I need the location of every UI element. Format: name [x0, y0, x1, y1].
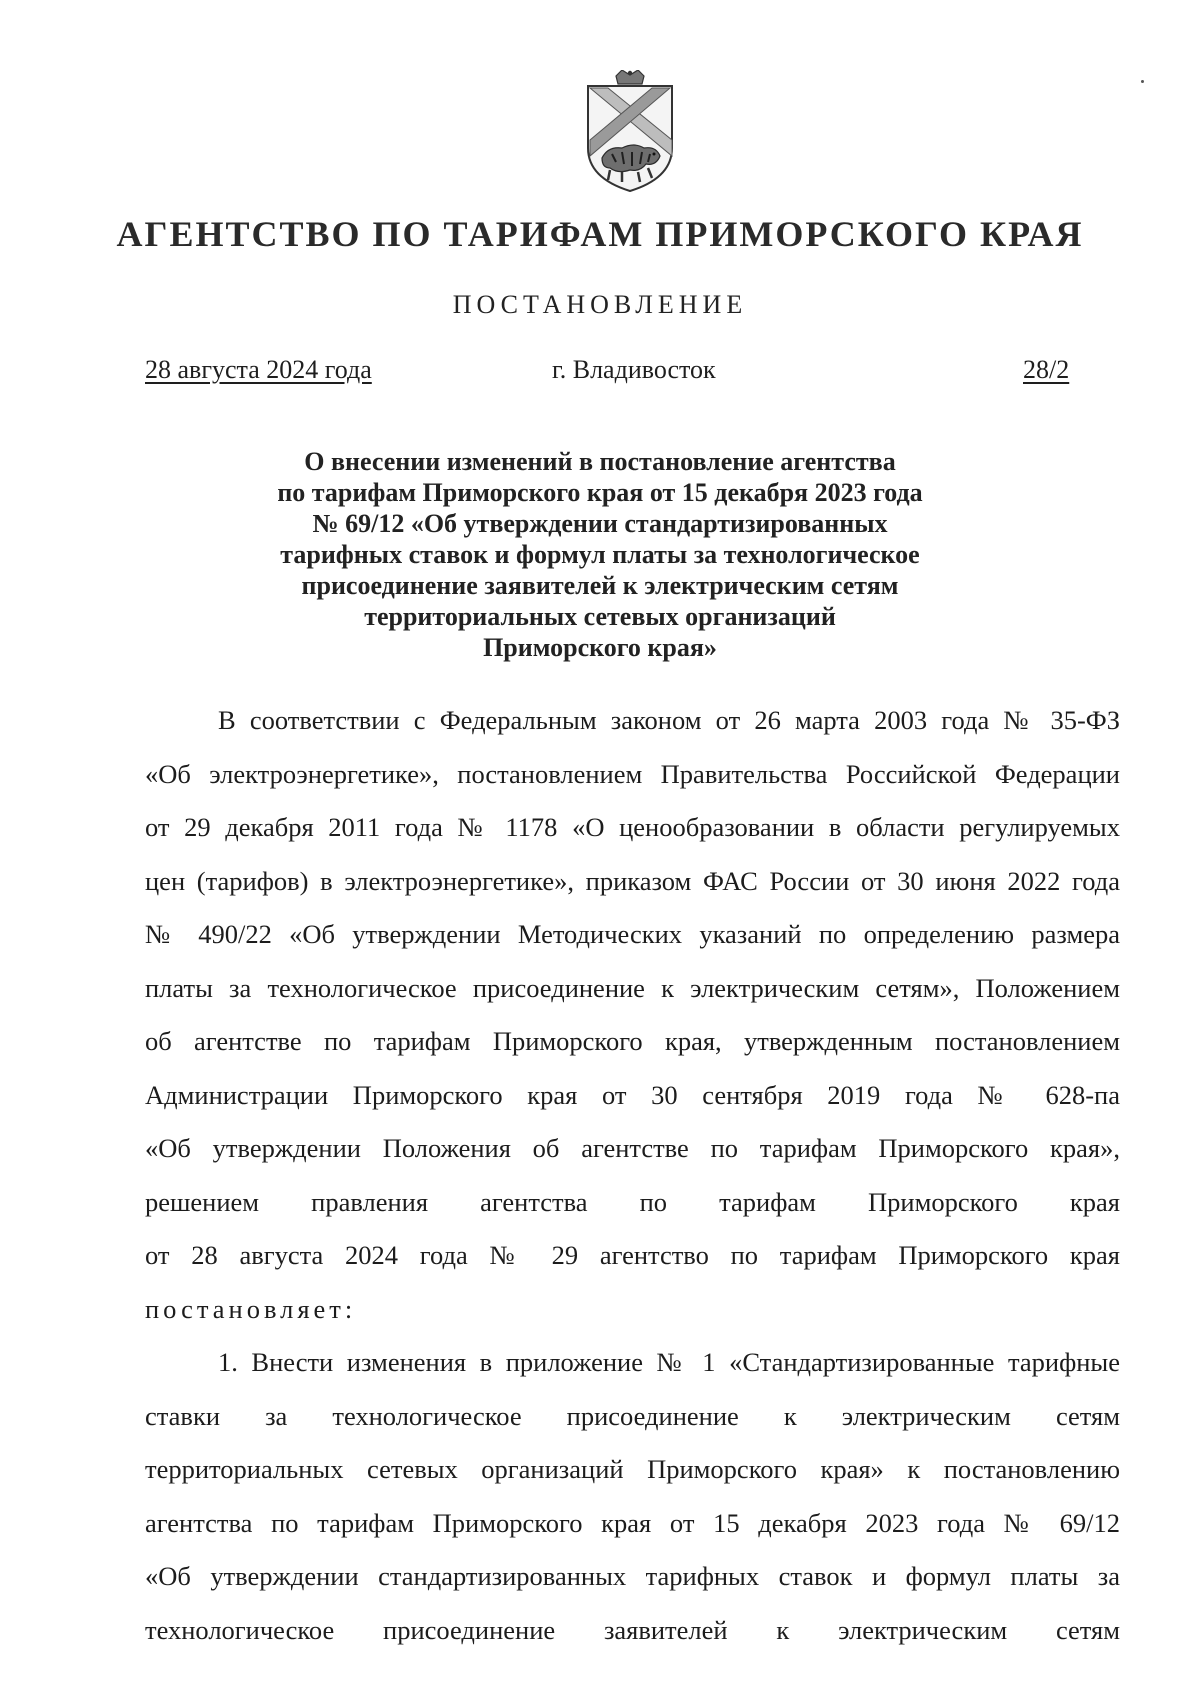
body-line: решением правления агентства по тарифам Приморского края [145, 1186, 1120, 1217]
resolution-word: постановляет: [145, 1293, 357, 1324]
body-line: В соответствии с Федеральным законом от 26 марта 2003 года № 35-ФЗ [218, 705, 1120, 735]
body-line: от 28 августа 2024 года № 29 агентство по тарифам Приморского края [145, 1240, 1120, 1270]
title-line: Приморского края» [483, 633, 717, 662]
body-line: территориальных сетевых организаций Приморского края» к постановлению [145, 1454, 1120, 1484]
document-number: 28/2 [1023, 355, 1070, 384]
title-line: тарифных ставок и формул платы за технологическое [280, 540, 920, 569]
title-line: О внесении изменений в постановление агентства [304, 447, 896, 476]
body-line: 1. Внести изменения в приложение № 1 «Стандартизированные тарифные [218, 1347, 1120, 1377]
document-title [200, 446, 1000, 663]
scan-speck [1141, 80, 1144, 83]
document-city: г. Владивосток [552, 355, 716, 384]
title-line: по тарифам Приморского края от 15 декабря 2023 года [277, 478, 923, 507]
body-line: от 29 декабря 2011 года № 1178 «О ценообразовании в области регулируемых [145, 812, 1120, 842]
body-line: «Об утверждении стандартизированных тарифных ставок и формул платы за [145, 1561, 1120, 1591]
document-type: ПОСТАНОВЛЕНИЕ [452, 290, 748, 319]
body-line: технологическое присоединение заявителей к электрическим сетям [145, 1614, 1120, 1645]
title-line: территориальных сетевых организаций [364, 602, 836, 631]
body-line: цен (тарифов) в электроэнергетике», приказом ФАС России от 30 июня 2022 года [145, 865, 1120, 896]
body-line: ставки за технологическое присоединение к электрическим сетям [145, 1400, 1120, 1431]
body-line: агентства по тарифам Приморского края от 15 декабря 2023 года № 69/12 [145, 1507, 1120, 1538]
body-line: № 490/22 «Об утверждении Методических указаний по определению размера [145, 919, 1120, 949]
title-line: № 69/12 «Об утверждении стандартизированных [312, 509, 888, 538]
body-line: Администрации Приморского края от 30 сентября 2019 года № 628-па [145, 1079, 1120, 1110]
title-line: присоединение заявителей к электрическим сетям [301, 571, 899, 600]
body-line: «Об утверждении Положения об агентстве по тарифам Приморского края», [145, 1133, 1120, 1163]
document-date: 28 августа 2024 года [145, 355, 372, 384]
coat-of-arms-icon [582, 70, 678, 192]
body-line: «Об электроэнергетике», постановлением Правительства Российской Федерации [145, 758, 1120, 789]
body-line: об агентстве по тарифам Приморского края, утвержденным постановлением [145, 1026, 1120, 1056]
body-line: платы за технологическое присоединение к электрическим сетям», Положением [145, 972, 1120, 1003]
document-body [145, 700, 1120, 1663]
agency-name: АГЕНТСТВО ПО ТАРИФАМ ПРИМОРСКОГО КРАЯ [116, 214, 1084, 254]
